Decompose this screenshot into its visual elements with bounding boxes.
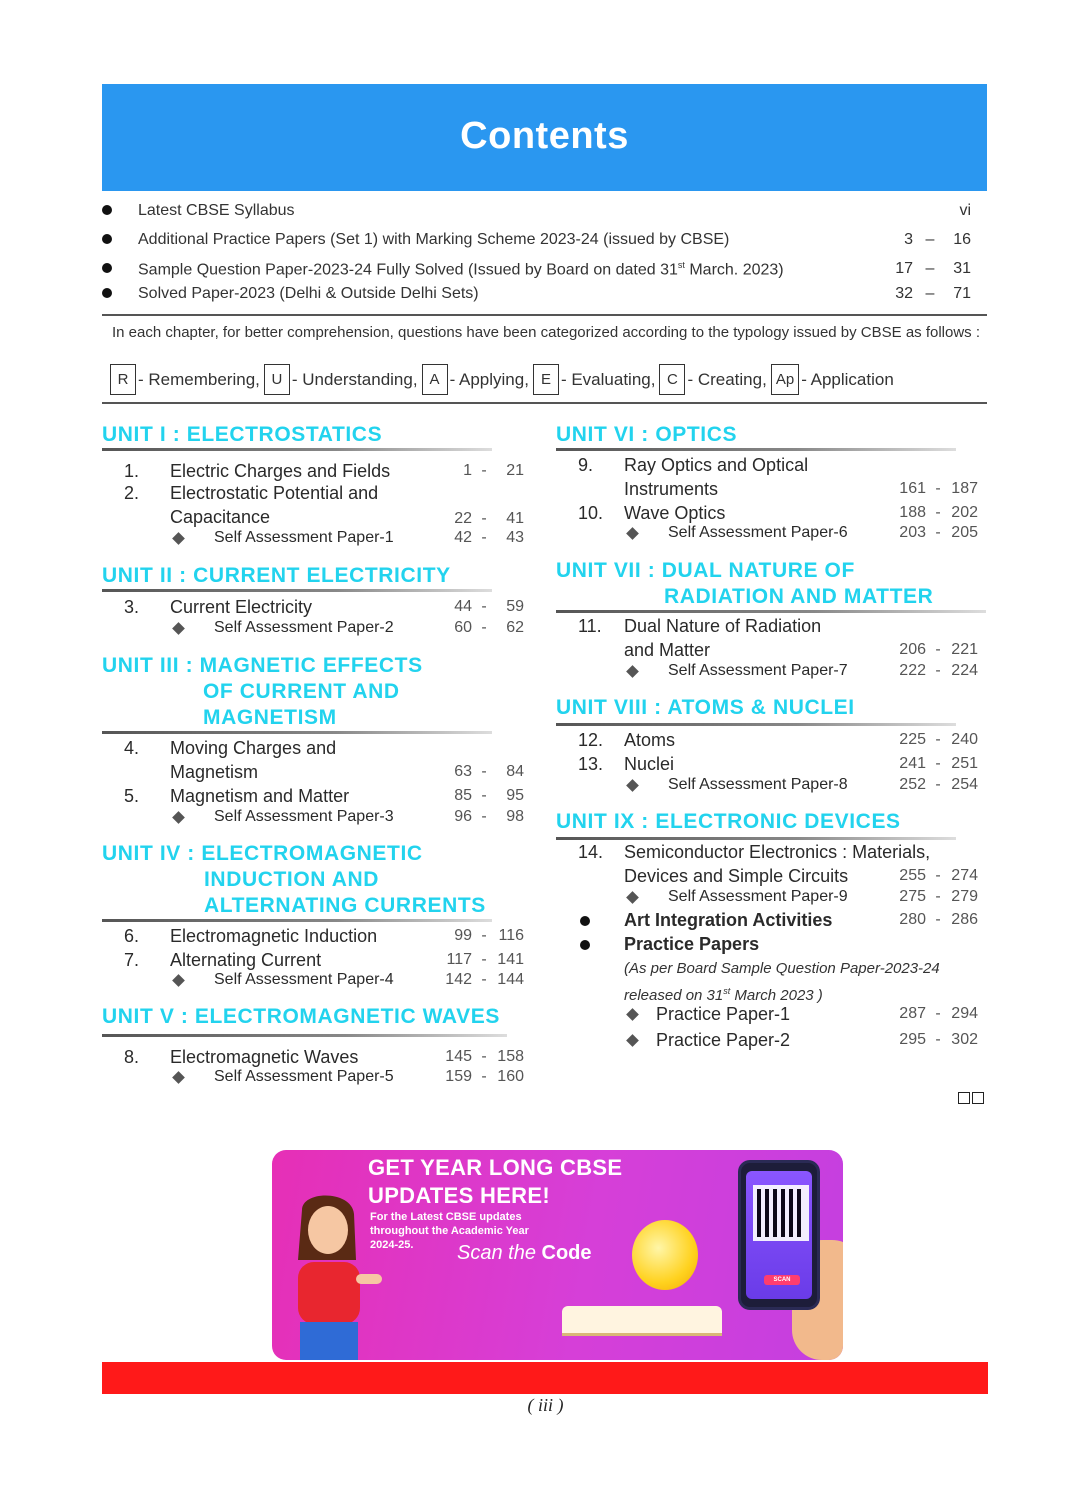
cbse-updates-banner[interactable] (272, 1150, 843, 1360)
unit-rule (556, 448, 956, 451)
page-range: 206 - 221 (899, 641, 978, 658)
page-range: 60 - 62 (454, 619, 524, 636)
unit-heading-cont: OF CURRENT AND (203, 680, 400, 703)
unit-heading-cont: INDUCTION AND (204, 868, 380, 891)
legend-code-r: R (110, 364, 136, 395)
page-range: 99 - 116 (454, 927, 524, 944)
bullet-icon (102, 288, 112, 298)
unit-heading[interactable]: UNIT III : MAGNETIC EFFECTS (102, 654, 423, 677)
unit-heading[interactable]: UNIT VIII : ATOMS & NUCLEI (556, 696, 855, 719)
page-number: ( iii ) (527, 1395, 564, 1415)
page-range: 63 - 84 (454, 763, 524, 780)
end-mark-icon (958, 1092, 984, 1104)
unit-heading[interactable]: UNIT VI : OPTICS (556, 423, 738, 446)
page-title: Contents (460, 115, 629, 157)
page-range: 17 – 31 (895, 260, 971, 277)
page-range: 159 - 160 (445, 1068, 524, 1085)
page-range: 275 - 279 (899, 888, 978, 905)
unit-heading-cont: MAGNETISM (203, 706, 337, 729)
page-range: 225 - 240 (899, 731, 978, 748)
bullet-icon (102, 234, 112, 244)
diamond-icon (172, 1071, 185, 1084)
qr-code-icon[interactable] (753, 1185, 809, 1241)
page-range: 287 - 294 (899, 1005, 978, 1022)
legend-code-e: E (533, 364, 559, 395)
page-range: 3 – 16 (904, 231, 971, 248)
list-item[interactable]: Solved Paper-2023 (Delhi & Outside Delhi Sets) 32 – 71 (102, 283, 987, 307)
page-range: 252 - 254 (899, 776, 978, 793)
unit-rule (102, 589, 492, 592)
typology-legend: R - Remembering, U - Understanding, A - Applying, E - Evaluating, C - Creating, Ap - Application (110, 364, 898, 395)
page-range: 42 - 43 (454, 529, 524, 546)
unit-rule (556, 610, 986, 613)
list-item[interactable]: Sample Question Paper-2023-24 Fully Solved (Issued by Board on dated 31st March. 2023) 17 – 31 (102, 258, 987, 282)
page-range: 188 - 202 (899, 504, 978, 521)
typology-intro: In each chapter, for better comprehension, questions have been categorized according to the typology issued by CBSE as follows : (112, 324, 981, 341)
page-range: 241 - 251 (899, 755, 978, 772)
unit-heading[interactable]: UNIT V : ELECTROMAGNETIC WAVES (102, 1005, 500, 1028)
contents-header (102, 84, 987, 191)
page-range: 1 - 21 (463, 462, 524, 479)
unit-rule (102, 448, 492, 451)
page-range: 22 - 41 (454, 510, 524, 527)
lightbulb-icon (632, 1220, 698, 1290)
divider (102, 402, 987, 404)
bullet-icon (102, 205, 112, 215)
open-book-icon (562, 1306, 722, 1336)
diamond-icon (626, 527, 639, 540)
list-item[interactable]: Latest CBSE Syllabus vi (102, 200, 987, 224)
unit-heading-cont: RADIATION AND MATTER (664, 585, 934, 608)
bullet-icon (580, 916, 590, 926)
banner-headline: GET YEAR LONG CBSE UPDATES HERE! (368, 1155, 623, 1208)
page-range: 255 - 274 (899, 867, 978, 884)
page-range: vi (959, 202, 971, 219)
page-range: 32 – 71 (895, 285, 971, 302)
page-range: 295 - 302 (899, 1031, 978, 1048)
unit-heading[interactable]: UNIT I : ELECTROSTATICS (102, 423, 383, 446)
legend-code-u: U (264, 364, 290, 395)
page-range: 145 - 158 (445, 1048, 524, 1065)
page-range: 44 - 59 (454, 598, 524, 615)
page-range: 222 - 224 (899, 662, 978, 679)
page-range: 203 - 205 (899, 524, 978, 541)
page-range: 117 - 141 (446, 951, 524, 968)
diamond-icon (172, 811, 185, 824)
unit-heading[interactable]: UNIT VII : DUAL NATURE OF (556, 559, 855, 582)
footer-bar (102, 1362, 988, 1394)
legend-code-ap: Ap (771, 364, 799, 395)
legend-code-a: A (422, 364, 448, 395)
unit-rule (102, 919, 492, 922)
page-range: 161 - 187 (899, 480, 978, 497)
girl-illustration-icon (272, 1190, 382, 1360)
diamond-icon (172, 974, 185, 987)
unit-heading[interactable]: UNIT IX : ELECTRONIC DEVICES (556, 810, 901, 833)
legend-code-c: C (659, 364, 685, 395)
unit-heading[interactable]: UNIT II : CURRENT ELECTRICITY (102, 564, 451, 587)
page-range: 142 - 144 (445, 971, 524, 988)
page-range: 85 - 95 (454, 787, 524, 804)
unit-heading-cont: ALTERNATING CURRENTS (204, 894, 486, 917)
diamond-icon (626, 1034, 639, 1047)
list-item[interactable]: Additional Practice Papers (Set 1) with Marking Scheme 2023-24 (issued by CBSE) 3 – 16 (102, 229, 987, 253)
page-range: 96 - 98 (454, 808, 524, 825)
bullet-icon (102, 263, 112, 273)
bullet-icon (580, 940, 590, 950)
banner-subtext: For the Latest CBSE updates throughout the Academic Year 2024-25. (370, 1211, 529, 1251)
diamond-icon (626, 891, 639, 904)
unit-rule (556, 723, 956, 726)
diamond-icon (626, 779, 639, 792)
phone-icon (738, 1160, 820, 1310)
unit-rule (102, 731, 492, 734)
diamond-icon (172, 532, 185, 545)
scan-the-code-text: Scan the Code (457, 1242, 592, 1264)
unit-heading[interactable]: UNIT IV : ELECTROMAGNETIC (102, 842, 423, 865)
divider (102, 314, 987, 316)
unit-rule (102, 1034, 507, 1037)
diamond-icon (626, 1008, 639, 1021)
page-range: 280 - 286 (899, 911, 978, 928)
diamond-icon (172, 622, 185, 635)
scan-button[interactable]: SCAN (764, 1275, 800, 1285)
diamond-icon (626, 665, 639, 678)
